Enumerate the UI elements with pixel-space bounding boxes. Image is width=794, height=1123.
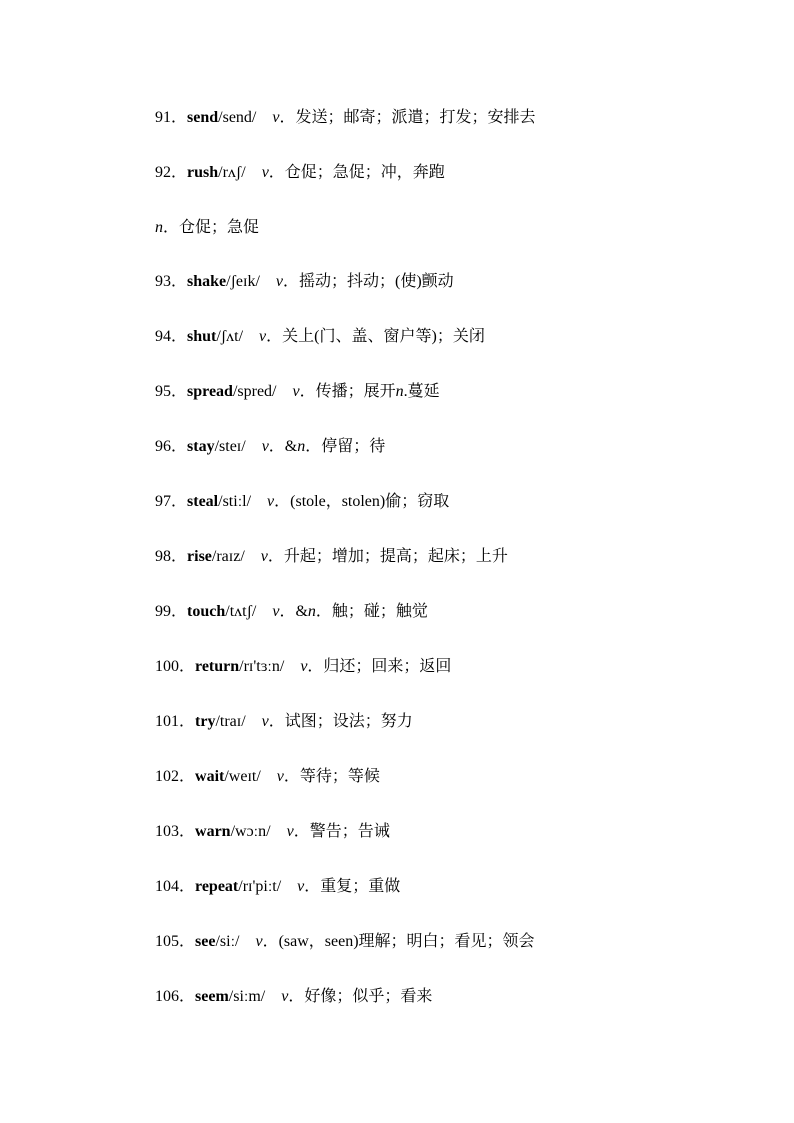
entry-definition: ．&: [279, 603, 308, 620]
entry-number: 104．: [155, 878, 196, 895]
entry-definition: ．好像；似乎；看来: [288, 988, 433, 1005]
vocab-entry-102: [155, 767, 754, 787]
entry-word: shake: [187, 273, 227, 290]
entry-word: spread: [187, 383, 233, 400]
entry-pos: v: [267, 493, 275, 510]
entry-word: try: [195, 713, 216, 730]
entry-word: rush: [187, 164, 219, 181]
entry-phonetic: /spred/: [232, 383, 277, 400]
entry-pos-secondary: n: [297, 438, 306, 455]
entry-phonetic: /siːm/: [228, 988, 266, 1005]
entry-phonetic: /traɪ/: [215, 713, 246, 730]
entry-pos: v: [300, 658, 308, 675]
entry-pos: v: [259, 328, 267, 345]
entry-pos: v: [261, 713, 269, 730]
entry-phonetic: /steɪ/: [214, 438, 246, 455]
entry-phonetic: /rɪ'piːt/: [238, 878, 282, 895]
vocab-entry-100: [155, 657, 754, 677]
entry-number: 100．: [155, 658, 196, 675]
entry-pos: v: [260, 548, 268, 565]
entry-phonetic: /rɪ'tɜːn/: [239, 658, 285, 675]
entry-word: seem: [195, 988, 229, 1005]
entry-definition: ．关上(门、盖、窗户等)；关闭: [266, 328, 485, 345]
entry-number: 103．: [155, 823, 196, 840]
vocab-entry-91: [155, 108, 754, 128]
entry-definition: ．(saw，seen)理解；明白；看见；领会: [262, 933, 535, 950]
entry-phonetic: /tʌtʃ/: [225, 603, 257, 620]
entry-word: warn: [195, 823, 231, 840]
entry-word: send: [187, 109, 219, 126]
vocab-entry-105: [155, 932, 754, 952]
entry-phonetic: /ʃeɪk/: [226, 273, 260, 290]
entry-number: 105．: [155, 933, 196, 950]
entry-phonetic: /rʌʃ/: [218, 164, 246, 181]
entry-pos: v: [276, 768, 284, 785]
entry-number: 91．: [155, 109, 188, 126]
vocab-entry-94: [155, 327, 754, 347]
entry-definition: ．仓促；急促: [163, 219, 260, 236]
entry-word: rise: [187, 548, 212, 565]
vocab-entry-96: [155, 437, 754, 457]
entry-word: see: [195, 933, 216, 950]
entry-word: steal: [187, 493, 219, 510]
entry-phonetic: /send/: [218, 109, 257, 126]
entry-definition: ．传播；展开: [299, 383, 396, 400]
entry-definition: ．试图；设法；努力: [268, 713, 413, 730]
vocab-entry-97: [155, 492, 754, 512]
vocab-entry-93: [155, 272, 754, 292]
entry-number: 102．: [155, 768, 196, 785]
entry-number: 93．: [155, 273, 188, 290]
entry-number: 96．: [155, 438, 188, 455]
entry-definition: ．&: [268, 438, 298, 455]
entry-phonetic: /wɔːn/: [230, 823, 271, 840]
entry-pos: v: [275, 273, 284, 290]
entry-definition: ．归还；回来；返回: [307, 658, 452, 675]
entry-phonetic: /raɪz/: [211, 548, 245, 565]
vocab-entry-92-noun: [155, 218, 754, 238]
entry-definition: ．升起；增加；提高；起床；上升: [267, 548, 508, 565]
vocab-entry-103: [155, 822, 754, 842]
entry-pos-secondary: n: [395, 383, 404, 400]
entry-number: 99．: [155, 603, 188, 620]
entry-pos: v: [286, 823, 294, 840]
entry-number: 92．: [155, 164, 188, 181]
entry-phonetic: /stiːl/: [218, 493, 252, 510]
entry-pos-secondary: n: [307, 603, 316, 620]
vocab-entry-101: [155, 712, 754, 732]
entry-phonetic: /weɪt/: [224, 768, 261, 785]
entry-pos: v: [261, 438, 269, 455]
entry-pos: v: [281, 988, 289, 1005]
entry-definition: ．警告；告诫: [293, 823, 390, 840]
entry-number: 106．: [155, 988, 196, 1005]
entry-number: 98．: [155, 548, 188, 565]
entry-word: touch: [187, 603, 226, 620]
entry-pos: v: [261, 164, 269, 181]
entry-word: shut: [187, 328, 217, 345]
entry-word: return: [195, 658, 240, 675]
entry-number: 97．: [155, 493, 188, 510]
entry-phonetic: /ʃʌt/: [216, 328, 244, 345]
vocab-entry-95: [155, 382, 754, 402]
entry-pos: v: [272, 603, 280, 620]
entry-pos: n: [155, 219, 163, 236]
entry-definition: ．等待；等候: [283, 768, 380, 785]
vocab-entry-106: [155, 987, 754, 1007]
vocab-entry-99: [155, 602, 754, 622]
entry-definition: ．重复；重做: [304, 878, 401, 895]
entry-pos: v: [272, 109, 280, 126]
entry-definition-secondary: .蔓延: [403, 383, 440, 400]
vocab-entry-92: [155, 163, 754, 183]
entry-definition: ．摇动；抖动；(使)颤动: [283, 273, 454, 290]
entry-definition-secondary: ．触；碰；触觉: [315, 603, 428, 620]
entry-number: 101．: [155, 713, 196, 730]
entry-number: 95．: [155, 383, 188, 400]
entry-pos: v: [297, 878, 305, 895]
entry-definition: ．发送；邮寄；派遣；打发；安排去: [279, 109, 536, 126]
entry-definition: ．仓促；急促；冲，奔跑: [268, 164, 445, 181]
entry-number: 94．: [155, 328, 188, 345]
vocab-entry-98: [155, 547, 754, 567]
entry-pos: v: [255, 933, 263, 950]
entry-phonetic: /siː/: [215, 933, 240, 950]
entry-definition-secondary: ．停留；待: [305, 438, 386, 455]
entry-definition: ．(stole，stolen)偷；窃取: [274, 493, 450, 510]
entry-word: wait: [195, 768, 225, 785]
entry-word: repeat: [195, 878, 239, 895]
vocab-entry-104: [155, 877, 754, 897]
entry-pos: v: [292, 383, 300, 400]
entry-word: stay: [187, 438, 215, 455]
